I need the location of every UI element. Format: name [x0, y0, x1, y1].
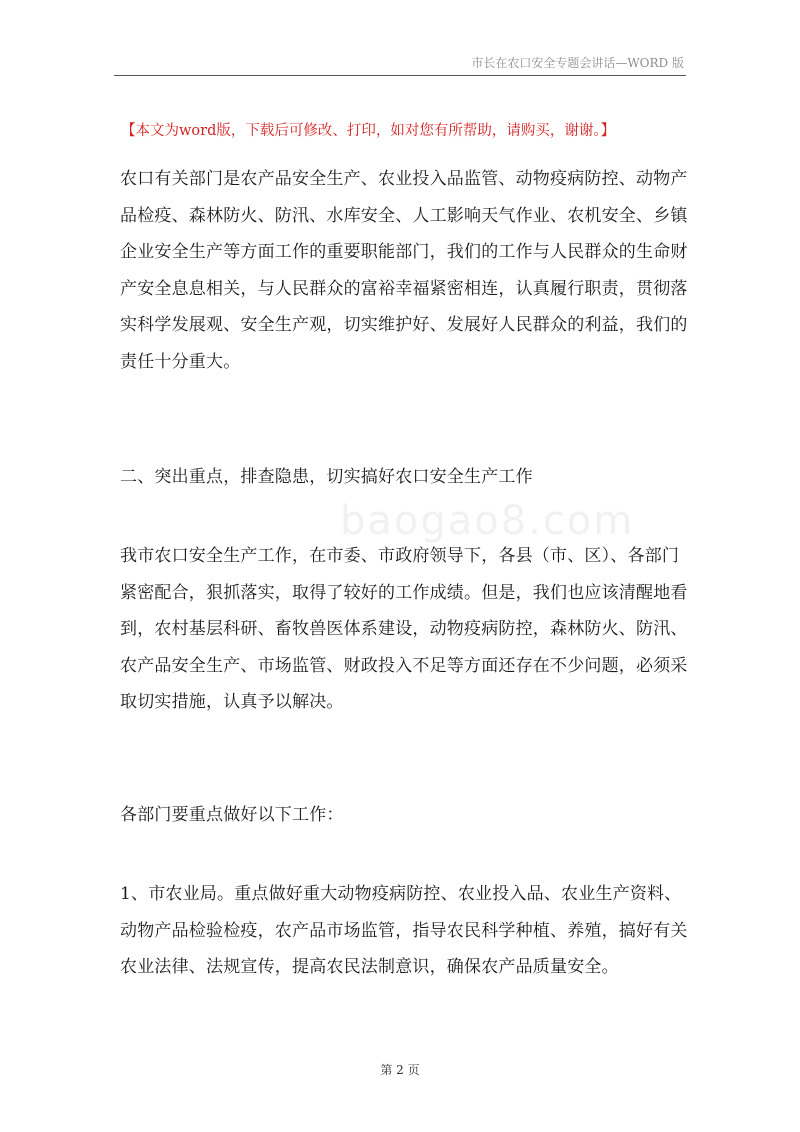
paragraph-agriculture-bureau: 1、市农业局。重点做好重大动物疫病防控、农业投入品、农业生产资料、动物产品检验检疫，农产品市场监管，指导农民科学种植、养殖，搞好有关农业法律、法规宣传，提高农民法制意识，确保农产品质量安全。: [120, 884, 688, 977]
paragraph-agricultural-departments: 农口有关部门是农产品安全生产、农业投入品监管、动物疫病防控、动物产品检疫、森林防火、防汛、水库安全、人工影响天气作业、农机安全、乡镇企业安全生产等方面工作的重要职能部门，我们的工作与人民群众的生命财产安全息息相关，与人民群众的富裕幸福紧密相连，认真履行职责，贯彻落实科学发展观、安全生产观，切实维护好、发展好人民群众的利益，我们的责任十分重大。: [120, 169, 688, 372]
purchase-notice: 【本文为word版，下载后可修改、打印，如对您有所帮助，请购买，谢谢。】: [121, 123, 616, 139]
paragraph-department-tasks-intro: 各部门要重点做好以下工作：: [120, 805, 344, 825]
paragraph-current-situation: 我市农口安全生产工作，在市委、市政府领导下，各县（市、区）、各部门紧密配合，狠抓落实，取得了较好的工作成绩。但是，我们也应该清醒地看到，农村基层科研、畜牧兽医体系建设，动物疫病防控，森林防火、防汛、农产品安全生产、市场监管、财政投入不足等方面还存在不少问题，必须采取切实措施，认真予以解决。: [120, 546, 688, 712]
header-divider: [114, 75, 686, 76]
page-number: 第 2 页: [380, 1063, 420, 1077]
section-heading-two: 二、突出重点，排查隐患，切实搞好农口安全生产工作: [120, 467, 533, 487]
header-title: 市长在农口安全专题会讲话—WORD 版: [471, 56, 684, 70]
watermark: baogao8.com: [340, 498, 635, 544]
